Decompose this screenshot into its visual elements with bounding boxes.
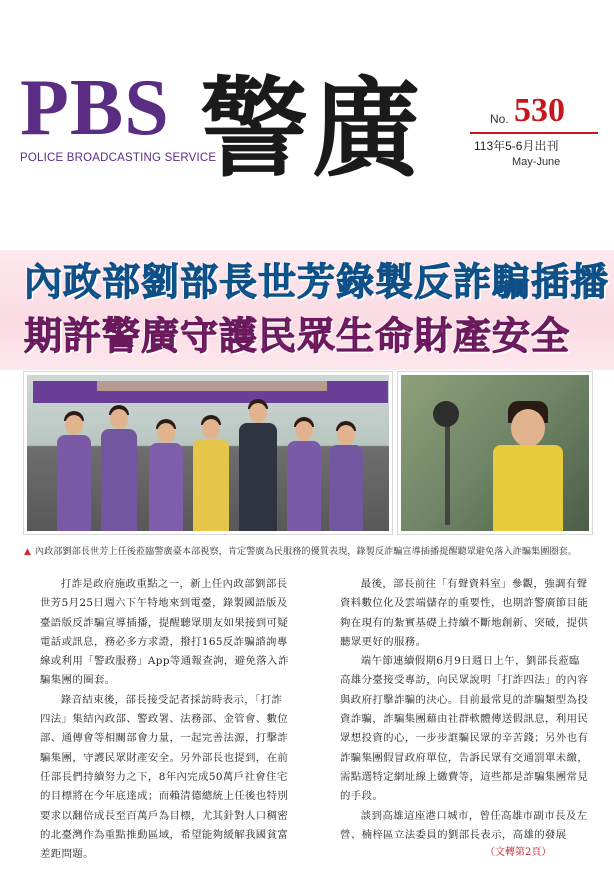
article-paragraph: 打詐是政府施政重點之一，新上任內政部劉部長世芳5月25日週六下午特地來到電臺，錄製國語版及臺語版反詐騙宣導插播，提醒聽眾朋友如果接到可疑電話或訊息，務必多方求證，撥打165反詐騙諮詢專線或利用「警政服務」App等通報查詢，避免落入詐騙集團的圈套。 [40,578,289,687]
article-column-right [340,575,590,845]
photo-person [329,421,363,531]
group-photo [24,372,392,534]
photo-person [287,417,321,531]
article-paragraph: 端午節連續假期6月9日週日上午，劉部長蒞臨高雄分臺接受專訪，向民眾說明「打詐四法」的內容與政府打擊詐騙的決心。目前最常見的詐騙類型為投資詐騙，詐騙集團藉由社群軟體傳送假訊息，利用民眾想投資的心，一步步誆騙民眾的辛苦錢；另外也有詐騙集團假冒政府單位，告訴民眾有交通罰單未繳，需點選特定網址線上繳費等，這些都是詐騙集團常見的手段。 [340,655,589,803]
issue-date: 113年5-6月出刊 [474,139,559,153]
headline-line-2: 期許警廣守護民眾生命財產安全 [24,313,571,358]
pbs-logo-subtitle: POLICE BROADCASTING SERVICE [20,152,217,164]
photo-person [101,405,137,531]
microphone-stand [445,415,450,525]
headline-line-1: 內政部劉部長世芳錄製反詐騙插播 [24,259,610,304]
studio-photo [398,372,592,534]
masthead [0,0,614,250]
photo-caption [24,543,594,557]
article-paragraph: 錄音結束後，部長接受記者採訪時表示，「打詐四法」集結內政部、警政署、法務部、金管會、數位部、通傳會等相關部會力量，一起完善法源，打擊詐騙集團，守護民眾財產安全。另外部長也提到，在前任部長們持續努力之下，8年內完成50萬戶社會住宅的目標將在今年底達成；而賴清德總統上任後也特別要求以翻倍成長至百萬戶為目標，尤其針對人口稠密的北臺灣作為重點推動區域，希望能夠緩解我國貧富差距問題。 [40,693,289,861]
issue-divider [470,132,598,134]
headline-band [0,250,614,370]
photo-banner-lettering [97,381,327,391]
caption-marker-icon: ▲ [24,547,31,557]
article-column-left [40,575,290,864]
article-paragraph: 最後，部長前往「有聲資料室」參觀，強調有聲資料數位化及雲端儲存的重要性，也期許警廣節目能夠在現有的紮實基礎上持續不斷地創新、突破，提供聽眾更好的服務。 [340,578,589,648]
publication-title: 警廣 [200,66,425,192]
photo-person [193,415,229,531]
photo-person [493,401,563,531]
microphone-icon [433,401,459,427]
issue-month: May-June [512,156,561,168]
photo-person [57,411,91,531]
continued-on-page-2[interactable]: （文轉第2頁） [485,847,552,858]
photo-person [149,419,183,531]
pbs-logo: PBS [20,64,170,152]
photo-person [239,399,277,531]
issue-prefix: No. [490,112,509,126]
caption-text: 內政部劉部長世芳上任後蒞臨警廣臺本部視察，肯定警廣為民服務的優質表現，錄製反詐騙宣導插播提醒聽眾避免落入詐騙集團圈套。 [34,546,577,557]
issue-number: 530 [514,92,565,129]
article-paragraph: 談到高雄這座港口城市，曾任高雄市副市長及左營、楠梓區立法委員的劉部長表示，高雄的發展 [340,809,588,841]
